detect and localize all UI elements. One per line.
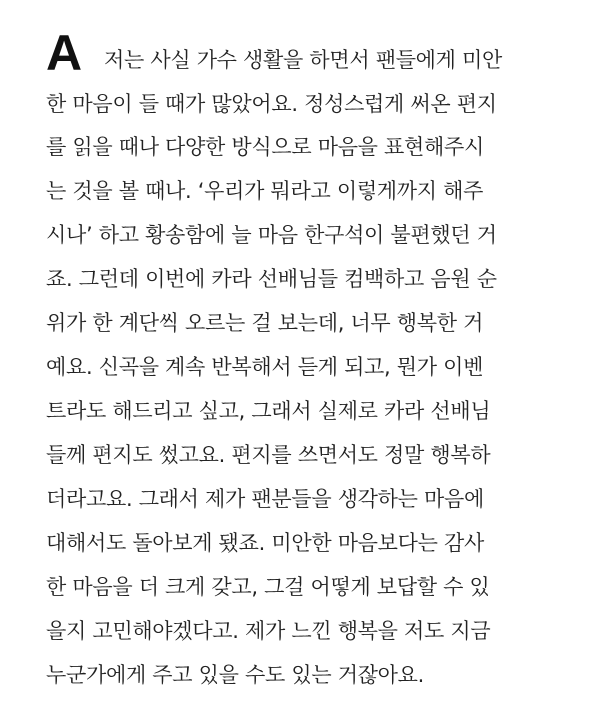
answer-marker: A [46,25,82,81]
paragraph-line: 누군가에게 주고 있을 수도 있는 거잖아요. [46,663,425,687]
paragraph-line: 더라고요. 그래서 제가 팬분들을 생각하는 마음에 [46,487,484,511]
paragraph-line: 를 읽을 때나 다양한 방식으로 마음을 표현해주시 [46,135,484,159]
paragraph-line: 한 마음을 더 크게 갖고, 그걸 어떻게 보답할 수 있 [46,575,490,599]
paragraph-line: 한 마음이 들 때가 많았어요. 정성스럽게 써온 편지 [46,92,497,116]
paragraph-line: 트라도 해드리고 싶고, 그래서 실제로 카라 선배님 [46,399,491,423]
paragraph-line: 시나’ 하고 황송함에 늘 마음 한구석이 불편했던 거 [46,223,497,247]
paragraph-line: 대해서도 돌아보게 됐죠. 미안한 마음보다는 감사 [46,531,484,555]
paragraph-line: 죠. 그런데 이번에 카라 선배님들 컴백하고 음원 순 [46,267,497,291]
paragraph-line: 는 것을 볼 때나. ‘우리가 뭐라고 이렇게까지 해주 [46,179,484,203]
paragraph-line: 들께 편지도 썼고요. 편지를 쓰면서도 정말 행복하 [46,443,491,467]
paragraph-line: 을지 고민해야겠다고. 제가 느낀 행복을 저도 지금 [46,619,491,643]
paragraph-line: 저는 사실 가수 생활을 하면서 팬들에게 미안 [104,48,502,72]
paragraph-line: 예요. 신곡을 계속 반복해서 듣게 되고, 뭔가 이벤 [46,355,484,379]
paragraph-line: 위가 한 계단씩 오르는 걸 보는데, 너무 행복한 거 [46,311,484,335]
